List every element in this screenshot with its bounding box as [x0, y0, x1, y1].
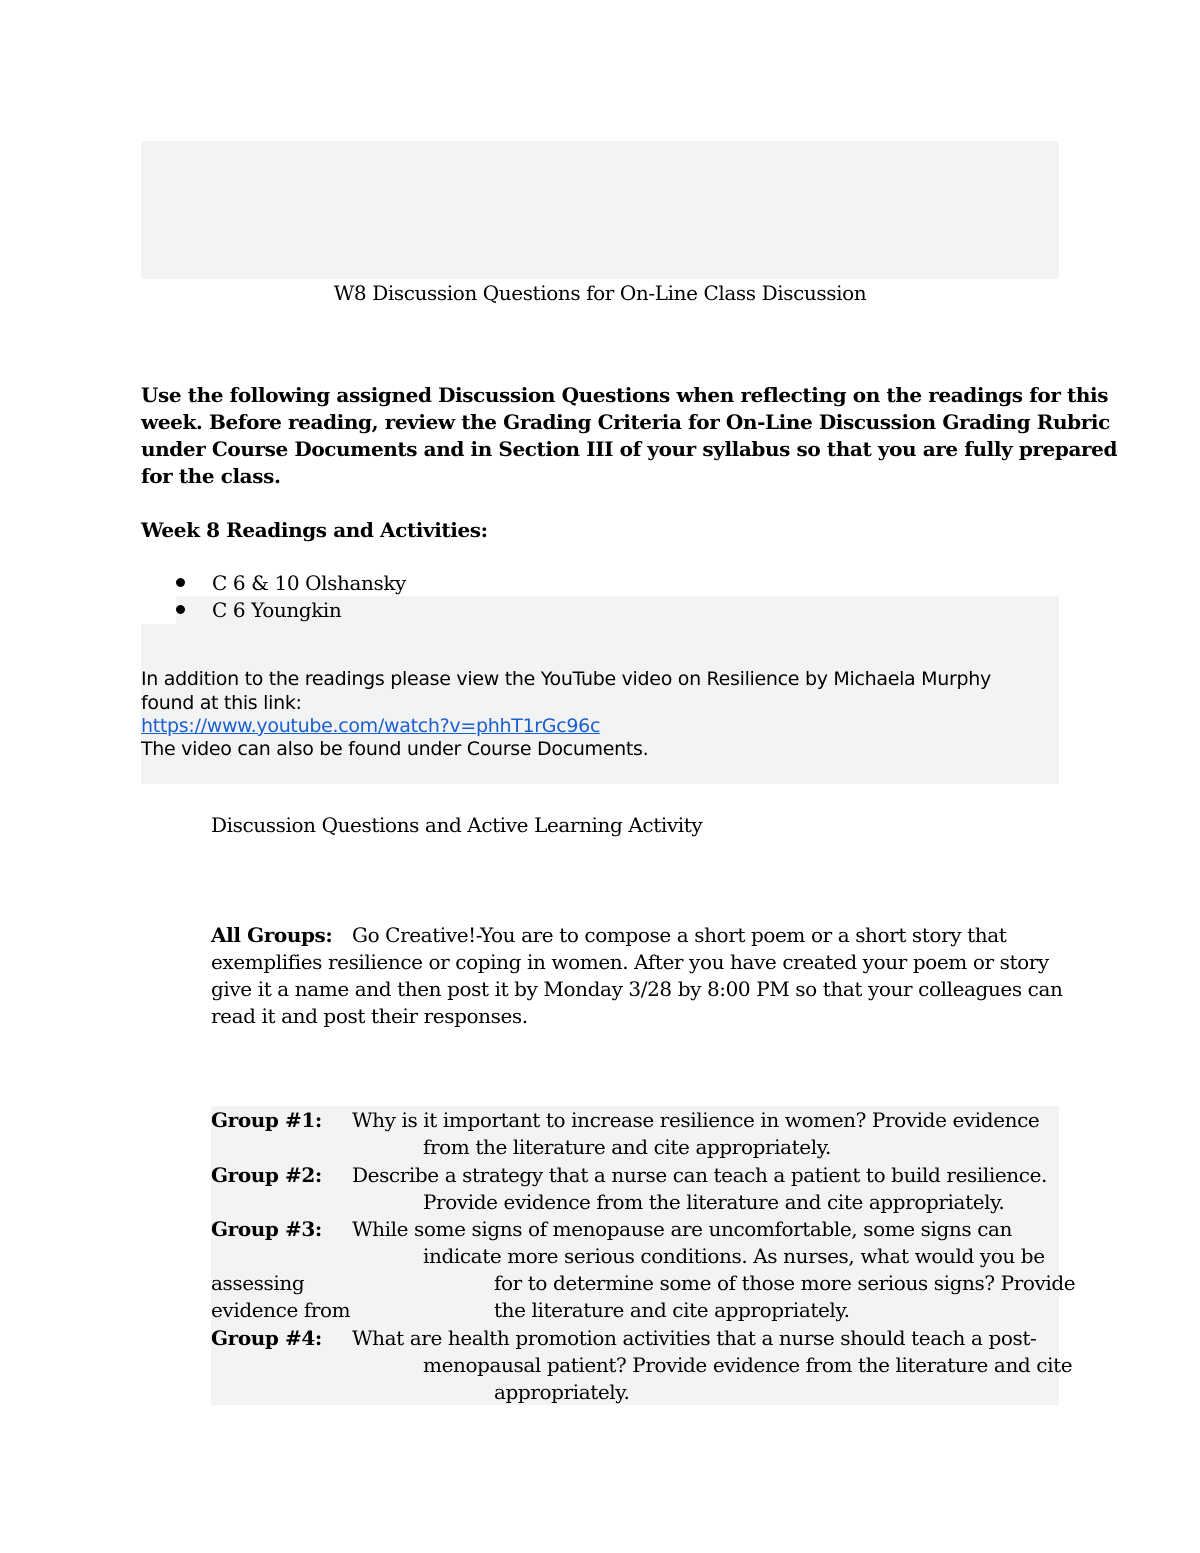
- intro-line: Use the following assigned Discussion Questions when reflecting on the readings for this: [141, 383, 1109, 407]
- group-label: Group #3:: [211, 1217, 322, 1241]
- video-intro-line: found at this link:: [141, 692, 302, 714]
- group-question-line: Provide evidence from the literature and cite appropriately.: [423, 1190, 1005, 1214]
- video-intro-line: In addition to the readings please view the YouTube video on Resilience by Michaela Murphy: [141, 668, 991, 690]
- intro-line: under Course Documents and in Section III of your syllabus so that you are fully prepared: [141, 437, 1118, 461]
- group-question-line: the literature and cite appropriately.: [494, 1298, 850, 1322]
- reading-item: C 6 Youngkin: [212, 598, 342, 622]
- group-question-line: indicate more serious conditions. As nurses, what would you be: [423, 1244, 1045, 1268]
- all-groups-line: read it and post their responses.: [211, 1004, 528, 1028]
- video-location-line: The video can also be found under Course Documents.: [141, 738, 649, 760]
- group-label: Group #4:: [211, 1326, 322, 1350]
- group-question-line: What are health promotion activities that a nurse should teach a post-: [352, 1326, 1037, 1350]
- youtube-link[interactable]: https://www.youtube.com/watch?v=phhT1rGc96c: [141, 715, 601, 737]
- group-question-line: assessing: [211, 1271, 305, 1295]
- bullet-icon: [176, 605, 185, 614]
- group-question-line: While some signs of menopause are uncomfortable, some signs can: [352, 1217, 1013, 1241]
- reading-item: C 6 & 10 Olshansky: [212, 571, 406, 595]
- all-groups-line: exemplifies resilience or coping in women. After you have created your poem or story: [211, 950, 1049, 974]
- bullet-icon: [176, 578, 185, 587]
- all-groups-line: Go Creative!-You are to compose a short poem or a short story that: [352, 923, 1007, 947]
- group-question-line: Describe a strategy that a nurse can teach a patient to build resilience.: [352, 1163, 1047, 1187]
- group-question-line: for to determine some of those more serious signs? Provide: [494, 1271, 1076, 1295]
- intro-line: week. Before reading, review the Grading Criteria for On-Line Discussion Grading Rubric: [141, 410, 1110, 434]
- group-question-line: evidence from: [211, 1298, 351, 1322]
- group-question-line: Why is it important to increase resilience in women? Provide evidence: [352, 1108, 1040, 1132]
- group-question-line: menopausal patient? Provide evidence from the literature and cite: [423, 1353, 1073, 1377]
- section-heading: Discussion Questions and Active Learning Activity: [211, 813, 703, 837]
- group-label: Group #1:: [211, 1108, 322, 1132]
- intro-line: for the class.: [141, 464, 281, 488]
- group-label: Group #2:: [211, 1163, 322, 1187]
- group-question-line: appropriately.: [494, 1380, 630, 1404]
- all-groups-label: All Groups:: [211, 923, 333, 947]
- page-title: W8 Discussion Questions for On-Line Class Discussion: [333, 281, 867, 305]
- readings-heading: Week 8 Readings and Activities:: [141, 518, 488, 542]
- header-band: [141, 141, 1059, 279]
- group-question-line: from the literature and cite appropriately.: [423, 1135, 831, 1159]
- all-groups-line: give it a name and then post it by Monday 3/28 by 8:00 PM so that your colleagues can: [211, 977, 1063, 1001]
